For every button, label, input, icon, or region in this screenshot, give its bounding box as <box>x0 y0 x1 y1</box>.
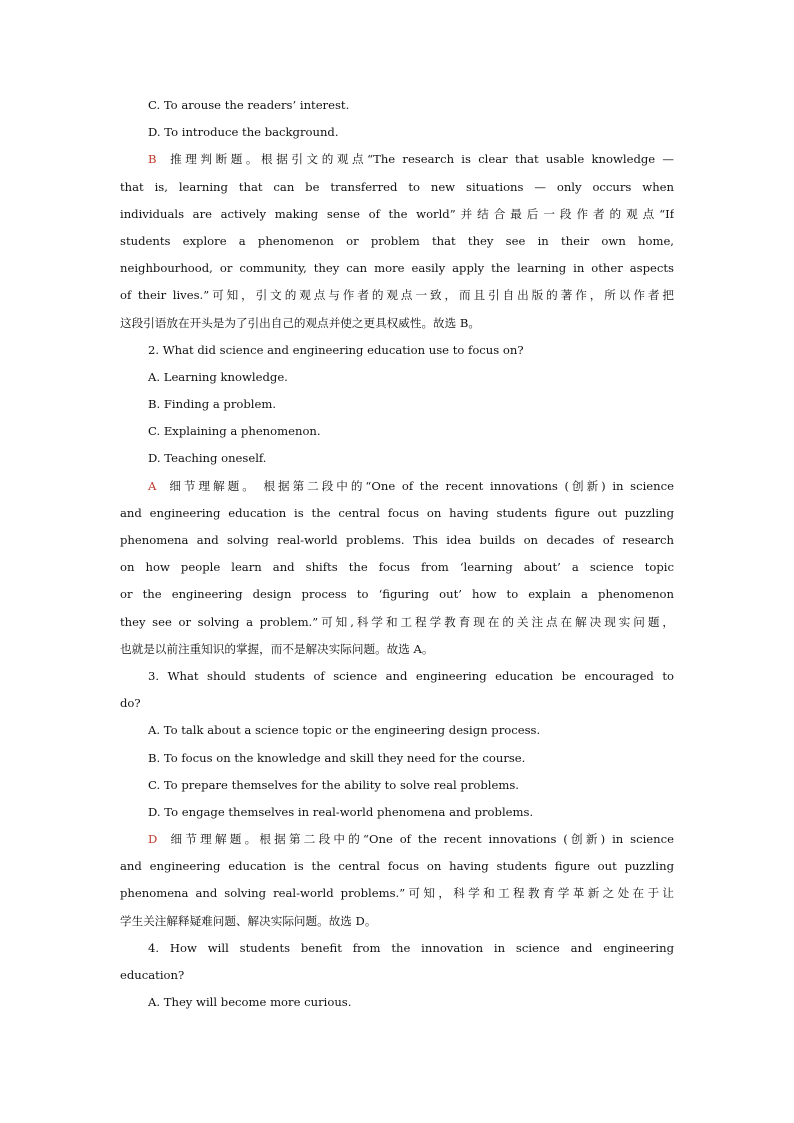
text-line <box>120 527 674 554</box>
line-text: do? <box>120 696 141 711</box>
line-text: students explore a phenomenon or problem that they see in their own home, <box>120 233 674 248</box>
line-text: 3. What should students of science and engineering education be encouraged to <box>148 668 674 683</box>
line-text: D. To introduce the background. <box>148 125 339 140</box>
line-text: 细节理解题。 根据第二段中的“One of the recent innovations (创新) in science <box>166 478 674 493</box>
answer-letter: A <box>148 478 157 493</box>
text-line <box>120 445 674 472</box>
text-line <box>120 799 674 826</box>
text-line <box>120 554 674 581</box>
line-text: 4. How will students benefit from the innovation in science and engineering <box>148 940 674 955</box>
line-text: A. They will become more curious. <box>148 995 352 1010</box>
line-text: D. To engage themselves in real-world phenomena and problems. <box>148 804 534 819</box>
text-line <box>120 663 674 690</box>
line-text: of their lives.”可知，引文的观点与作者的观点一致，而且引自出版的著作，所以作者把 <box>120 288 674 303</box>
text-line <box>120 119 674 146</box>
text-line <box>120 636 674 663</box>
line-text: 细节理解题。根据第二段中的“One of the recent innovations (创新) in science <box>167 832 674 847</box>
text-line <box>120 962 674 989</box>
text-line <box>120 310 674 337</box>
line-text: and engineering education is the central focus on having students figure out puzzling <box>120 859 674 874</box>
document-body <box>120 92 674 1016</box>
line-text: B. Finding a problem. <box>148 397 277 412</box>
text-line <box>120 146 674 173</box>
line-text: A. Learning knowledge. <box>148 369 288 384</box>
text-line <box>120 880 674 907</box>
line-text: A. To talk about a science topic or the engineering design process. <box>148 723 541 738</box>
text-line <box>120 989 674 1016</box>
text-line <box>120 228 674 255</box>
text-line <box>120 690 674 717</box>
text-line <box>120 391 674 418</box>
text-line <box>120 581 674 608</box>
text-line <box>120 500 674 527</box>
line-text: or the engineering design process to ‘figuring out’ how to explain a phenomenon <box>120 587 674 602</box>
text-line <box>120 745 674 772</box>
text-line <box>120 255 674 282</box>
line-text: C. To arouse the readers’ interest. <box>148 98 350 112</box>
line-text: D. Teaching oneself. <box>148 451 267 466</box>
line-text: that is, learning that can be transferred to new situations — only occurs when <box>120 179 674 194</box>
line-text: 推理判断题。根据引文的观点“The research is clear that usable knowledge — <box>166 152 674 167</box>
text-line <box>120 935 674 962</box>
text-line <box>120 418 674 445</box>
text-line <box>120 174 674 201</box>
line-text: individuals are actively making sense of the world”并结合最后一段作者的观点“If <box>120 206 674 221</box>
line-text: 学生关注解释疑难问题、解决实际问题。故选 D。 <box>120 913 377 928</box>
line-text: C. To prepare themselves for the ability to solve real problems. <box>148 777 519 792</box>
line-text: and engineering education is the central focus on having students figure out puzzling <box>120 505 674 520</box>
text-line <box>120 772 674 799</box>
text-line <box>120 201 674 228</box>
text-line <box>120 473 674 500</box>
text-line <box>120 92 674 119</box>
line-text: B. To focus on the knowledge and skill they need for the course. <box>148 750 526 765</box>
line-text: education? <box>120 968 185 982</box>
text-line <box>120 609 674 636</box>
text-line <box>120 826 674 853</box>
answer-letter: D <box>148 832 158 847</box>
line-text: 也就是以前注重知识的掌握，而不是解决实际问题。故选 A。 <box>120 641 434 656</box>
text-line <box>120 717 674 744</box>
text-line <box>120 364 674 391</box>
line-text: C. Explaining a phenomenon. <box>148 424 321 439</box>
line-text: on how people learn and shifts the focus from ‘learning about’ a science topic <box>120 560 674 575</box>
answer-letter: B <box>148 152 157 167</box>
line-text: phenomena and solving real-world problems.”可知，科学和工程教育学革新之处在于让 <box>120 886 674 901</box>
line-text: 这段引语放在开头是为了引出自己的观点并使之更具权威性。故选 B。 <box>120 315 481 330</box>
line-text: phenomena and solving real-world problems. This idea builds on decades of research <box>120 533 674 547</box>
line-text: 2. What did science and engineering education use to focus on? <box>148 342 524 357</box>
line-text: neighbourhood, or community, they can more easily apply the learning in other aspects <box>120 261 674 276</box>
text-line <box>120 337 674 364</box>
text-line <box>120 853 674 880</box>
line-text: they see or solving a problem.”可知,科学和工程学教育现在的关注点在解决现实问题， <box>120 614 674 629</box>
text-line <box>120 282 674 309</box>
text-line <box>120 908 674 935</box>
